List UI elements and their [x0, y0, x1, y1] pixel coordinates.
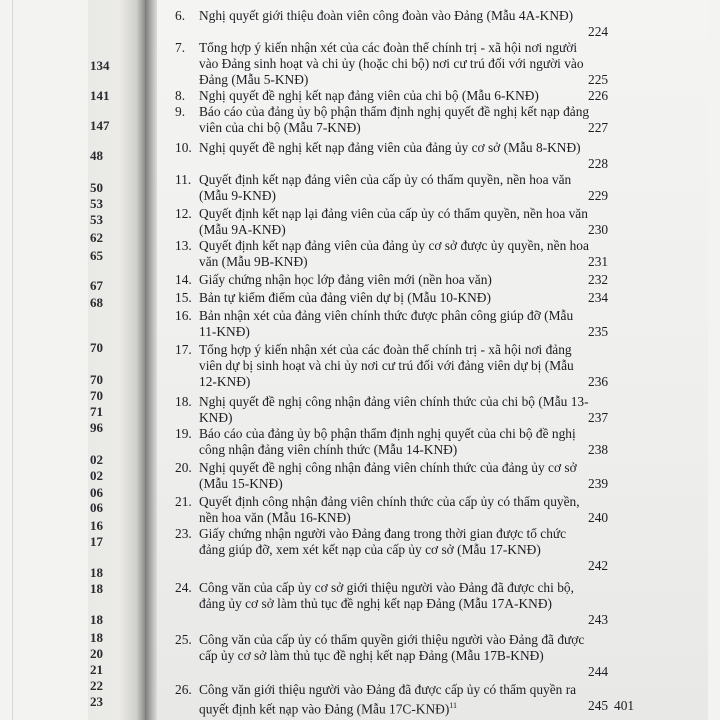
toc-entry-number: 11.: [175, 172, 192, 187]
left-page-number: 22: [90, 678, 103, 693]
book-gutter: [145, 0, 157, 720]
toc-entry-number: 10.: [175, 140, 192, 155]
toc-entry: [175, 460, 590, 492]
toc-entry-number: 18.: [175, 394, 192, 409]
toc-entry-number: 12.: [175, 206, 192, 221]
left-page-number: 16: [90, 518, 103, 533]
toc-entry-title: Công văn của cấp ủy cơ sở giới thiệu người vào Đảng đã được chi bộ, đảng ủy cơ sở làm thủ tục đề nghị kết nạp Đảng (Mẫu 17A-KNĐ): [199, 580, 574, 611]
toc-entry-page: 240: [588, 510, 609, 525]
toc-entry-page: 238: [588, 442, 609, 457]
toc-entry-title: Công văn giới thiệu người vào Đảng đã được cấp ủy có thẩm quyền ra quyết định kết nạp vào Đảng (Mẫu 17C-KNĐ)$^{11}$: [199, 682, 577, 717]
toc-entry-title: Giấy chứng nhận học lớp đảng viên mới (nền hoa văn): [199, 272, 492, 287]
toc-entry-number: 14.: [175, 272, 192, 287]
toc-entry-page: 242: [588, 558, 609, 573]
toc-entry-title: Quyết định kết nạp đảng viên của đảng ủy cơ sở được ủy quyền, nền hoa văn (Mẫu 9B-KNĐ): [199, 238, 589, 269]
toc-entry: [175, 272, 590, 288]
toc-entry-title: Nghị quyết giới thiệu đoàn viên công đoàn vào Đảng (Mẫu 4A-KNĐ): [199, 8, 574, 23]
toc-entry: [175, 238, 590, 270]
toc-entry-number: 13.: [175, 238, 192, 253]
footer-page-number: 401: [614, 698, 635, 713]
left-page-number: 70: [90, 340, 103, 355]
toc-entry-page: 230: [588, 222, 609, 237]
toc-entry: [175, 526, 590, 558]
toc-entry-number: 15.: [175, 290, 192, 305]
left-page-number: 21: [90, 662, 103, 677]
toc-entry-title: Nghị quyết đề nghị công nhận đảng viên chính thức của đảng ủy cơ sở (Mẫu 15-KNĐ): [199, 460, 577, 491]
toc-entry: [175, 682, 590, 717]
toc-entry: [175, 290, 590, 306]
toc-entry-title: Báo cáo của đảng ủy bộ phận thẩm định nghị quyết của chi bộ đề nghị công nhận đảng viên chính thức (Mẫu 14-KNĐ): [199, 426, 576, 457]
left-page-number: 02: [90, 452, 103, 467]
left-page-number: 53: [90, 212, 103, 227]
toc-entry-page: 244: [588, 664, 609, 679]
toc-entry-page: 239: [588, 476, 609, 491]
toc-entry-number: 6.: [175, 8, 186, 23]
toc-entry-number: 26.: [175, 682, 192, 697]
toc-entry-title: Quyết định công nhận đảng viên chính thức của cấp ủy có thẩm quyền, nền hoa văn (Mẫu 16-KNĐ): [199, 494, 580, 525]
toc-entry-page: 237: [588, 410, 609, 425]
toc-entry-page: 225: [588, 72, 609, 87]
left-page-number: 96: [90, 420, 103, 435]
toc-entry-page: 243: [588, 612, 609, 627]
toc-entry-title: Tổng hợp ý kiến nhận xét của các đoàn thể chính trị - xã hội nơi đảng viên dự bị sinh hoạt và chi ủy nơi cư trú đối với đảng viên dự bị (Mẫu 12-KNĐ): [199, 342, 574, 389]
toc-entry: [175, 342, 590, 390]
toc-entry: [175, 632, 590, 664]
toc-entry-number: 17.: [175, 342, 192, 357]
toc-entry-number: 20.: [175, 460, 192, 475]
toc-entry-number: 7.: [175, 40, 186, 55]
left-page-number: 17: [90, 534, 103, 549]
left-page-number: 18: [90, 581, 103, 596]
toc-entry-number: 16.: [175, 308, 192, 323]
toc-entry-title: Tổng hợp ý kiến nhận xét của các đoàn thể chính trị - xã hội nơi người vào Đảng sinh hoạt và chi ủy (hoặc chi bộ) nơi cư trú đối với người vào Đảng (Mẫu 5-KNĐ): [199, 40, 584, 87]
left-page-number: 18: [90, 565, 103, 580]
left-page-number: 48: [90, 148, 103, 163]
toc-entry: [175, 8, 590, 24]
toc-entry-title: Bản tự kiểm điểm của đảng viên dự bị (Mẫu 10-KNĐ): [199, 290, 491, 305]
toc-entry: [175, 580, 590, 612]
left-page-number: 68: [90, 295, 103, 310]
toc-entry-page: 229: [588, 188, 609, 203]
toc-entry: [175, 104, 590, 136]
toc-entry-page: 245: [588, 698, 609, 713]
toc-entry-title: Nghị quyết đề nghị kết nạp đảng viên của chi bộ (Mẫu 6-KNĐ): [199, 88, 539, 103]
left-page-number: 06: [90, 500, 103, 515]
toc-entry: [175, 88, 590, 104]
left-page-number: 06: [90, 485, 103, 500]
toc-entry-page: 236: [588, 374, 609, 389]
left-page-number: 18: [90, 630, 103, 645]
left-page-number: 53: [90, 196, 103, 211]
left-page-number: 147: [90, 118, 110, 133]
toc-entry-number: 21.: [175, 494, 192, 509]
left-page-number: 50: [90, 180, 103, 195]
toc-entry: [175, 308, 590, 340]
left-page-number: 134: [90, 58, 110, 73]
toc-entry-title: Bản nhận xét của đảng viên chính thức được phân công giúp đỡ (Mẫu 11-KNĐ): [199, 308, 574, 339]
toc-entry-page: 228: [588, 156, 609, 171]
left-page-number: 141: [90, 88, 110, 103]
toc-entry-page: 227: [588, 120, 609, 135]
left-page-number: 70: [90, 372, 103, 387]
toc-entry-title: Báo cáo của đảng ủy bộ phận thẩm định nghị quyết đề nghị kết nạp đảng viên của chi bộ (Mẫu 7-KNĐ): [199, 104, 590, 135]
left-page: [88, 0, 145, 720]
toc-entry-title: Quyết định kết nạp lại đảng viên của cấp ủy có thẩm quyền, nền hoa văn (Mẫu 9A-KNĐ): [199, 206, 588, 237]
toc-entry-page: 235: [588, 324, 609, 339]
toc-entry: [175, 394, 590, 426]
left-page-number: 71: [90, 404, 103, 419]
toc-entry-number: 9.: [175, 104, 186, 119]
left-page-number: 02: [90, 468, 103, 483]
toc-entry: [175, 426, 590, 458]
left-page-number: 65: [90, 248, 103, 263]
toc-entry-number: 23.: [175, 526, 192, 541]
footnote-marker: 11: [449, 701, 457, 710]
toc-entry-page: 226: [588, 88, 609, 103]
toc-entry-number: 25.: [175, 632, 192, 647]
toc-entry-title: Quyết định kết nạp đảng viên của cấp ủy có thẩm quyền, nền hoa văn (Mẫu 9-KNĐ): [199, 172, 572, 203]
left-page-number: 23: [90, 694, 103, 709]
left-page-number: 62: [90, 230, 103, 245]
toc-entry: [175, 172, 590, 204]
toc-entry-number: 19.: [175, 426, 192, 441]
toc-entry: [175, 206, 590, 238]
toc-entry-title: Công văn của cấp ủy có thẩm quyền giới thiệu người vào Đảng đã được cấp ủy cơ sở làm thủ tục đề nghị kết nạp Đảng (Mẫu 17B-KNĐ): [199, 632, 585, 663]
toc-entry-page: 232: [588, 272, 609, 287]
left-page-number: 67: [90, 278, 103, 293]
toc-entry-title: Giấy chứng nhận người vào Đảng đang trong thời gian được tổ chức đảng giúp đỡ, xem xét kết nạp của cấp ủy cơ sở (Mẫu 17-KNĐ): [199, 526, 567, 557]
toc-entry-title: Nghị quyết đề nghị kết nạp đảng viên của đảng ủy cơ sở (Mẫu 8-KNĐ): [199, 140, 581, 155]
toc-entry-number: 24.: [175, 580, 192, 595]
left-page-number: 18: [90, 612, 103, 627]
toc-entry-page: 224: [588, 24, 609, 39]
toc-entry-title: Nghị quyết đề nghị công nhận đảng viên chính thức của chi bộ (Mẫu 13-KNĐ): [199, 394, 589, 425]
toc-entry: [175, 140, 590, 156]
left-page-number: 70: [90, 388, 103, 403]
toc-entry: [175, 494, 590, 526]
left-page-number: 20: [90, 646, 103, 661]
toc-entry-page: 231: [588, 254, 609, 269]
toc-entry: [175, 40, 590, 88]
toc-entry-page: 234: [588, 290, 609, 305]
toc-entry-number: 8.: [175, 88, 186, 103]
